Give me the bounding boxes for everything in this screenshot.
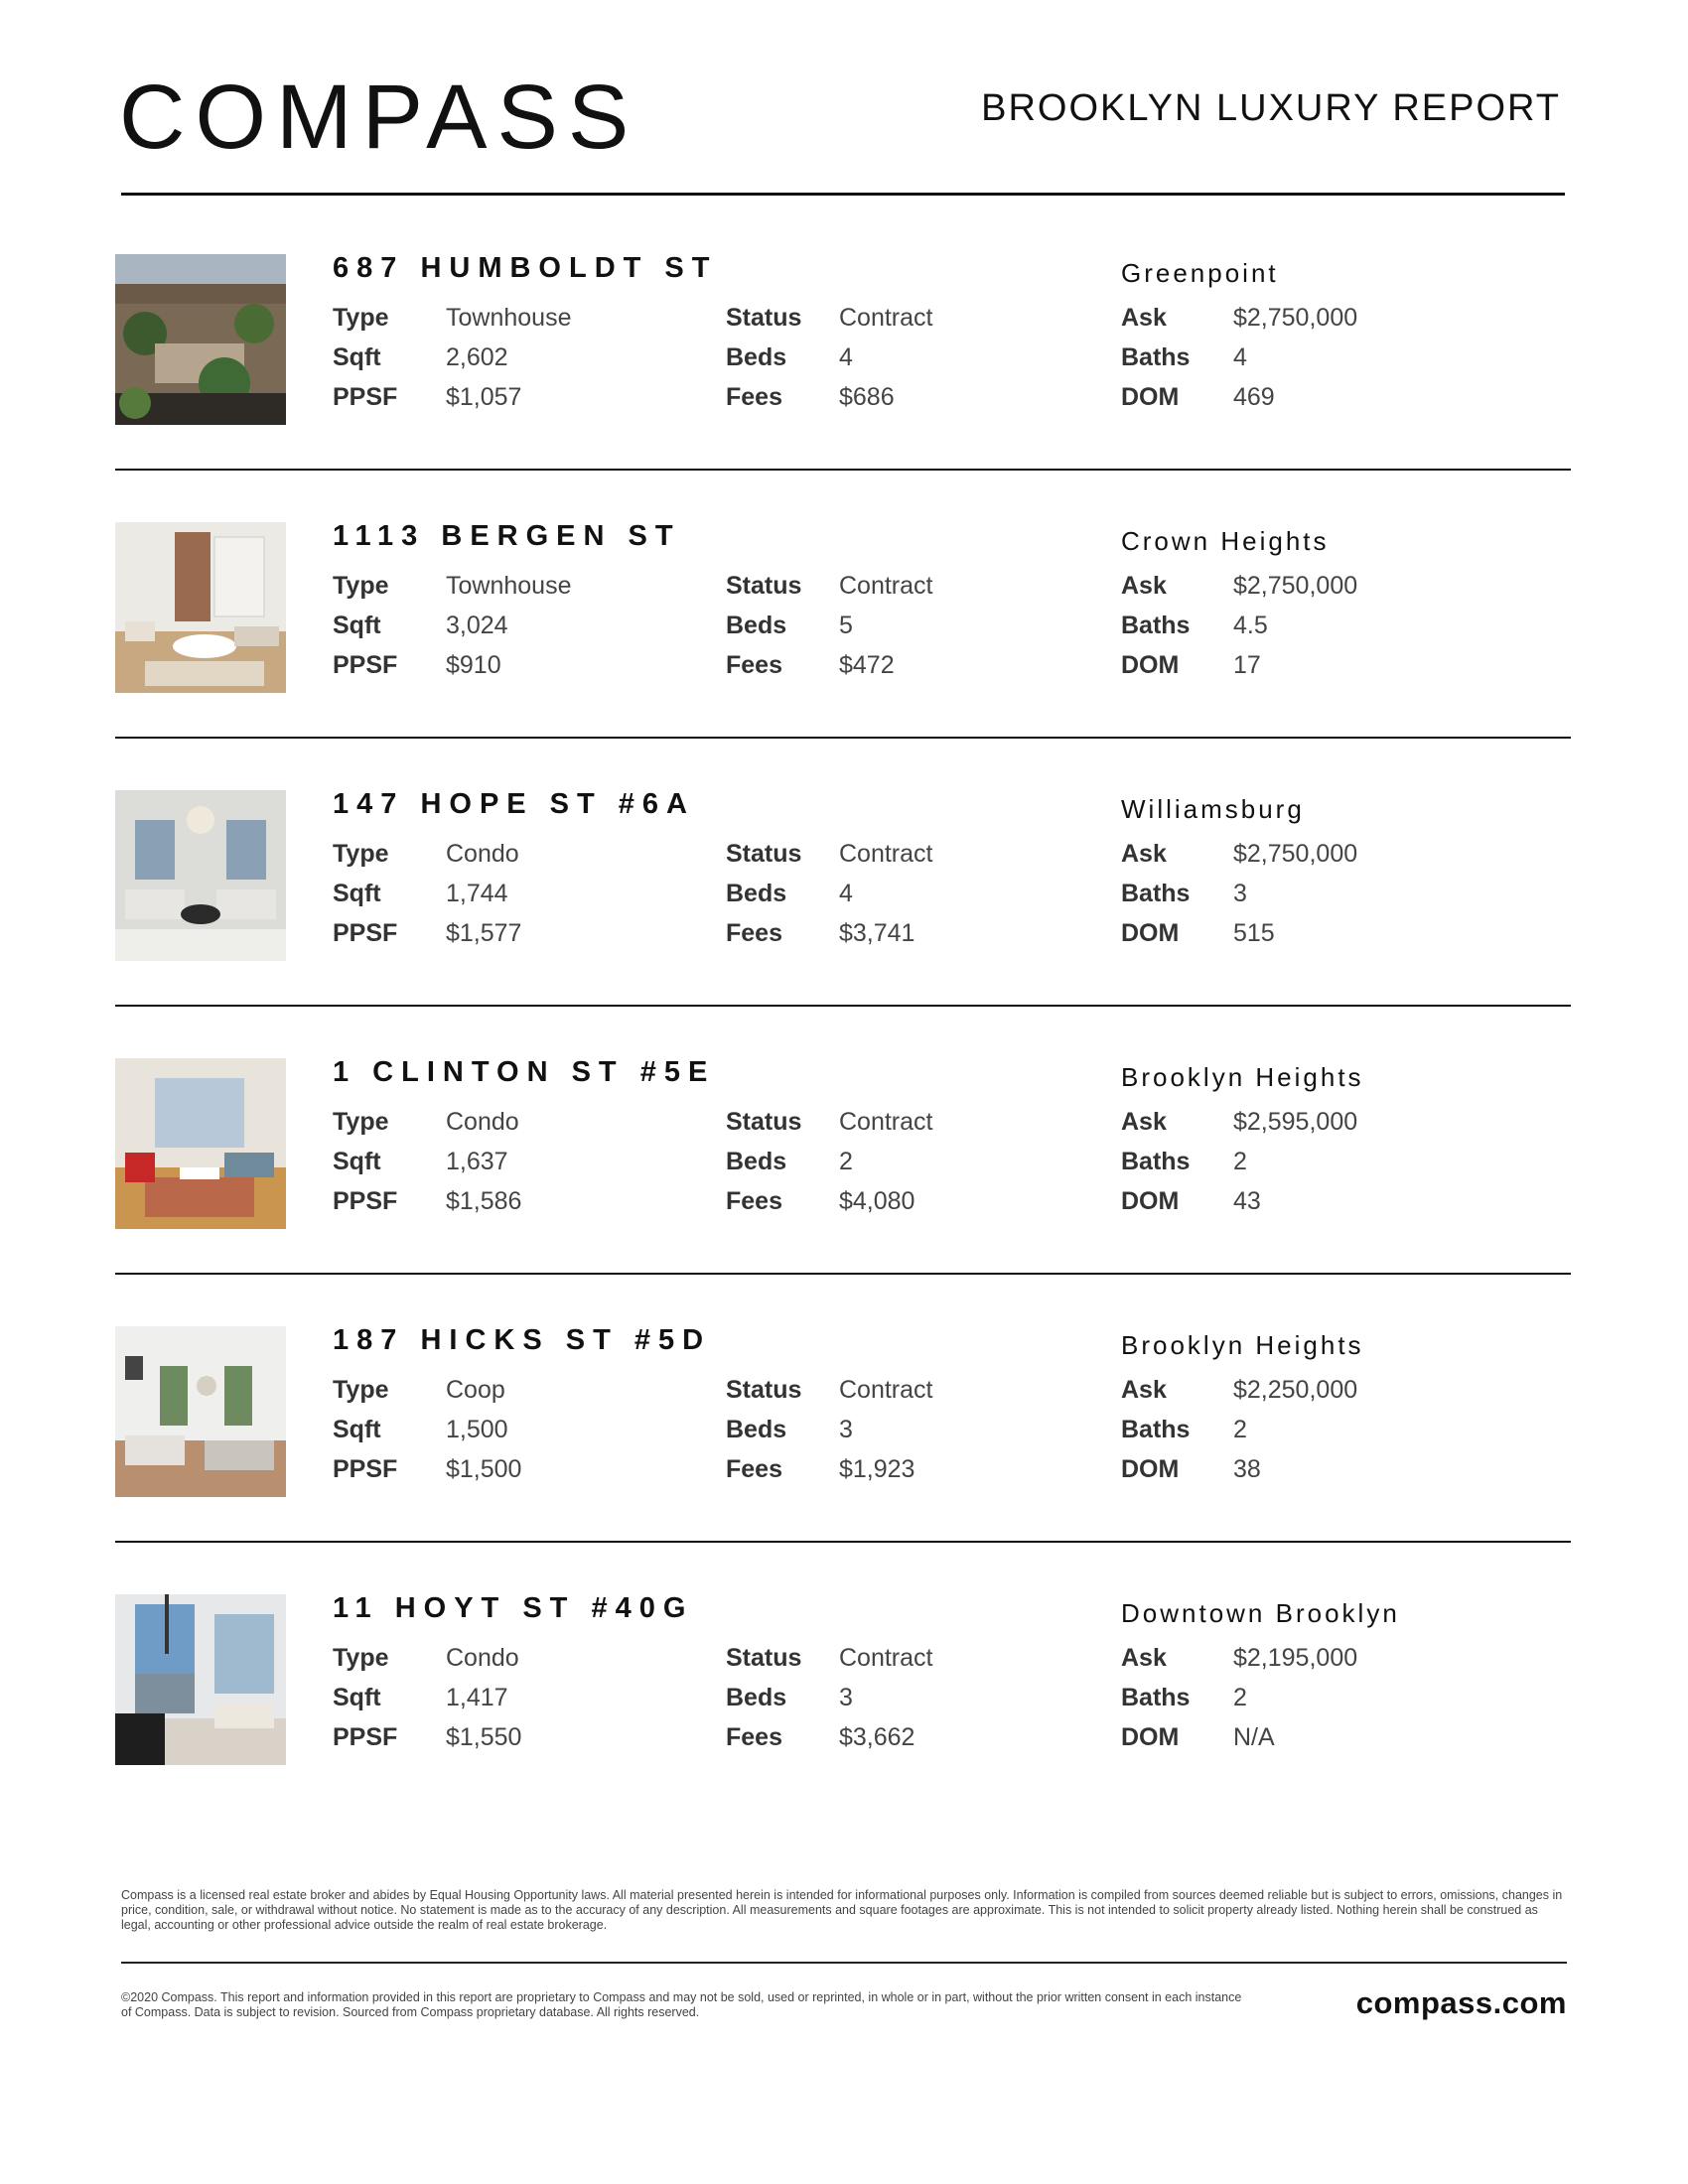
sqft-value: 3,024 — [446, 612, 508, 639]
type-label: Type — [333, 1376, 389, 1404]
fees-value: $686 — [839, 383, 895, 411]
listing-neighborhood: Downtown Brooklyn — [1121, 1598, 1400, 1628]
dom-label: DOM — [1121, 651, 1180, 679]
listing-neighborhood: Brooklyn Heights — [1121, 1062, 1364, 1092]
beds-value: 3 — [839, 1684, 853, 1711]
fees-label: Fees — [726, 651, 782, 679]
sqft-value: 2,602 — [446, 343, 508, 371]
header-divider — [121, 193, 1565, 196]
type-label: Type — [333, 1108, 389, 1136]
status-value: Contract — [839, 1644, 933, 1672]
fees-value: $3,662 — [839, 1723, 915, 1751]
baths-label: Baths — [1121, 612, 1191, 639]
baths-label: Baths — [1121, 1148, 1191, 1175]
listing-divider — [115, 469, 1571, 471]
type-label: Type — [333, 840, 389, 868]
fees-label: Fees — [726, 383, 782, 411]
beds-label: Beds — [726, 1148, 787, 1175]
dom-value: 43 — [1233, 1187, 1261, 1215]
listing-address: 11 HOYT ST #40G — [333, 1592, 694, 1624]
status-label: Status — [726, 1376, 802, 1404]
copyright-text: ©2020 Compass. This report and information provided in this report are proprietary to Compass and may not be sold, used or reprinted, in whole or in part, without the prior written consent in each instance of Compass. Data is subject to revision. Sourced from Compass proprietary database. All rights reserved. — [121, 1990, 1242, 2019]
ppsf-value: $1,057 — [446, 383, 522, 411]
beds-value: 5 — [839, 612, 853, 639]
baths-value: 2 — [1233, 1416, 1247, 1443]
baths-label: Baths — [1121, 1416, 1191, 1443]
baths-label: Baths — [1121, 343, 1191, 371]
report-title: BROOKLYN LUXURY REPORT — [981, 87, 1561, 129]
status-label: Status — [726, 572, 802, 600]
dom-value: N/A — [1233, 1723, 1275, 1751]
baths-label: Baths — [1121, 1684, 1191, 1711]
dom-label: DOM — [1121, 1723, 1180, 1751]
rooftop-terrace-photo — [115, 254, 286, 425]
sqft-value: 1,500 — [446, 1416, 508, 1443]
type-value: Townhouse — [446, 304, 572, 332]
beds-value: 3 — [839, 1416, 853, 1443]
ask-label: Ask — [1121, 1376, 1167, 1404]
beds-label: Beds — [726, 343, 787, 371]
fees-label: Fees — [726, 1187, 782, 1215]
fees-label: Fees — [726, 1723, 782, 1751]
ppsf-label: PPSF — [333, 383, 398, 411]
status-label: Status — [726, 1644, 802, 1672]
type-value: Coop — [446, 1376, 505, 1404]
type-value: Condo — [446, 1108, 519, 1136]
listing-card[interactable] — [115, 1042, 1571, 1241]
ppsf-label: PPSF — [333, 1455, 398, 1483]
listing-neighborhood: Crown Heights — [1121, 526, 1330, 556]
fees-value: $3,741 — [839, 919, 915, 947]
ppsf-value: $1,550 — [446, 1723, 522, 1751]
website-link[interactable]: compass.com — [1355, 1985, 1567, 2020]
listing-divider — [115, 737, 1571, 739]
dom-label: DOM — [1121, 919, 1180, 947]
ppsf-label: PPSF — [333, 651, 398, 679]
listing-card[interactable] — [115, 1578, 1571, 1777]
beds-label: Beds — [726, 1684, 787, 1711]
ask-value: $2,250,000 — [1233, 1376, 1358, 1404]
type-value: Townhouse — [446, 572, 572, 600]
listing-address: 187 HICKS ST #5D — [333, 1324, 712, 1356]
sqft-label: Sqft — [333, 1148, 381, 1175]
sqft-label: Sqft — [333, 1684, 381, 1711]
dom-value: 38 — [1233, 1455, 1261, 1483]
living-room-photo — [115, 522, 286, 693]
ppsf-value: $1,586 — [446, 1187, 522, 1215]
listing-card[interactable] — [115, 1310, 1571, 1509]
fees-value: $472 — [839, 651, 895, 679]
beds-value: 4 — [839, 343, 853, 371]
listing-neighborhood: Greenpoint — [1121, 258, 1279, 288]
type-value: Condo — [446, 840, 519, 868]
baths-value: 3 — [1233, 880, 1247, 907]
ask-label: Ask — [1121, 1644, 1167, 1672]
type-value: Condo — [446, 1644, 519, 1672]
ask-label: Ask — [1121, 572, 1167, 600]
dom-value: 469 — [1233, 383, 1275, 411]
type-label: Type — [333, 304, 389, 332]
baths-value: 4.5 — [1233, 612, 1268, 639]
baths-label: Baths — [1121, 880, 1191, 907]
baths-value: 2 — [1233, 1684, 1247, 1711]
ask-value: $2,750,000 — [1233, 840, 1358, 868]
dom-label: DOM — [1121, 383, 1180, 411]
listing-neighborhood: Williamsburg — [1121, 794, 1305, 824]
dom-label: DOM — [1121, 1455, 1180, 1483]
dom-label: DOM — [1121, 1187, 1180, 1215]
ask-value: $2,750,000 — [1233, 572, 1358, 600]
sqft-label: Sqft — [333, 880, 381, 907]
beds-value: 2 — [839, 1148, 853, 1175]
listing-neighborhood: Brooklyn Heights — [1121, 1330, 1364, 1360]
living-room-photo — [115, 790, 286, 961]
type-label: Type — [333, 572, 389, 600]
listing-card[interactable] — [115, 238, 1571, 437]
footer-divider — [121, 1962, 1567, 1964]
fees-label: Fees — [726, 919, 782, 947]
ppsf-value: $910 — [446, 651, 501, 679]
ask-value: $2,595,000 — [1233, 1108, 1358, 1136]
ppsf-value: $1,500 — [446, 1455, 522, 1483]
fees-value: $4,080 — [839, 1187, 915, 1215]
status-label: Status — [726, 304, 802, 332]
status-value: Contract — [839, 304, 933, 332]
status-value: Contract — [839, 1376, 933, 1404]
sqft-label: Sqft — [333, 1416, 381, 1443]
ppsf-label: PPSF — [333, 919, 398, 947]
disclaimer-text: Compass is a licensed real estate broker and abides by Equal Housing Opportunity laws. All material presented herein is intended for informational purposes only. Information is compiled from sources deemed reliable but is subject to errors, omissions, changes in price, condition, sale, or withdrawal without notice. No statement is made as to the accuracy of any description. All measurements and square footages are approximate. This is not intended to solicit property already listed. Nothing herein shall be construed as legal, accounting or other professional advice outside the realm of real estate brokerage. — [121, 1888, 1563, 1932]
status-label: Status — [726, 840, 802, 868]
ppsf-value: $1,577 — [446, 919, 522, 947]
living-room-photo — [115, 1326, 286, 1497]
listing-divider — [115, 1273, 1571, 1275]
beds-value: 4 — [839, 880, 853, 907]
status-label: Status — [726, 1108, 802, 1136]
status-value: Contract — [839, 1108, 933, 1136]
living-room-photo — [115, 1058, 286, 1229]
sqft-label: Sqft — [333, 343, 381, 371]
listing-address: 1113 BERGEN ST — [333, 520, 681, 552]
type-label: Type — [333, 1644, 389, 1672]
listing-divider — [115, 1005, 1571, 1007]
sqft-value: 1,744 — [446, 880, 508, 907]
status-value: Contract — [839, 840, 933, 868]
dom-value: 515 — [1233, 919, 1275, 947]
fees-label: Fees — [726, 1455, 782, 1483]
listing-divider — [115, 1541, 1571, 1543]
ask-label: Ask — [1121, 1108, 1167, 1136]
dom-value: 17 — [1233, 651, 1261, 679]
listing-card[interactable] — [115, 774, 1571, 973]
sqft-value: 1,637 — [446, 1148, 508, 1175]
listing-card[interactable] — [115, 506, 1571, 705]
sqft-label: Sqft — [333, 612, 381, 639]
sqft-value: 1,417 — [446, 1684, 508, 1711]
ask-label: Ask — [1121, 840, 1167, 868]
compass-logo: COMPASS — [119, 67, 639, 168]
beds-label: Beds — [726, 1416, 787, 1443]
baths-value: 4 — [1233, 343, 1247, 371]
listing-address: 1 CLINTON ST #5E — [333, 1056, 716, 1088]
status-value: Contract — [839, 572, 933, 600]
ask-label: Ask — [1121, 304, 1167, 332]
high-rise-living-room-photo — [115, 1594, 286, 1765]
ppsf-label: PPSF — [333, 1723, 398, 1751]
listing-address: 687 HUMBOLDT ST — [333, 252, 718, 284]
ask-value: $2,750,000 — [1233, 304, 1358, 332]
beds-label: Beds — [726, 880, 787, 907]
beds-label: Beds — [726, 612, 787, 639]
listing-address: 147 HOPE ST #6A — [333, 788, 695, 820]
ppsf-label: PPSF — [333, 1187, 398, 1215]
fees-value: $1,923 — [839, 1455, 915, 1483]
baths-value: 2 — [1233, 1148, 1247, 1175]
ask-value: $2,195,000 — [1233, 1644, 1358, 1672]
